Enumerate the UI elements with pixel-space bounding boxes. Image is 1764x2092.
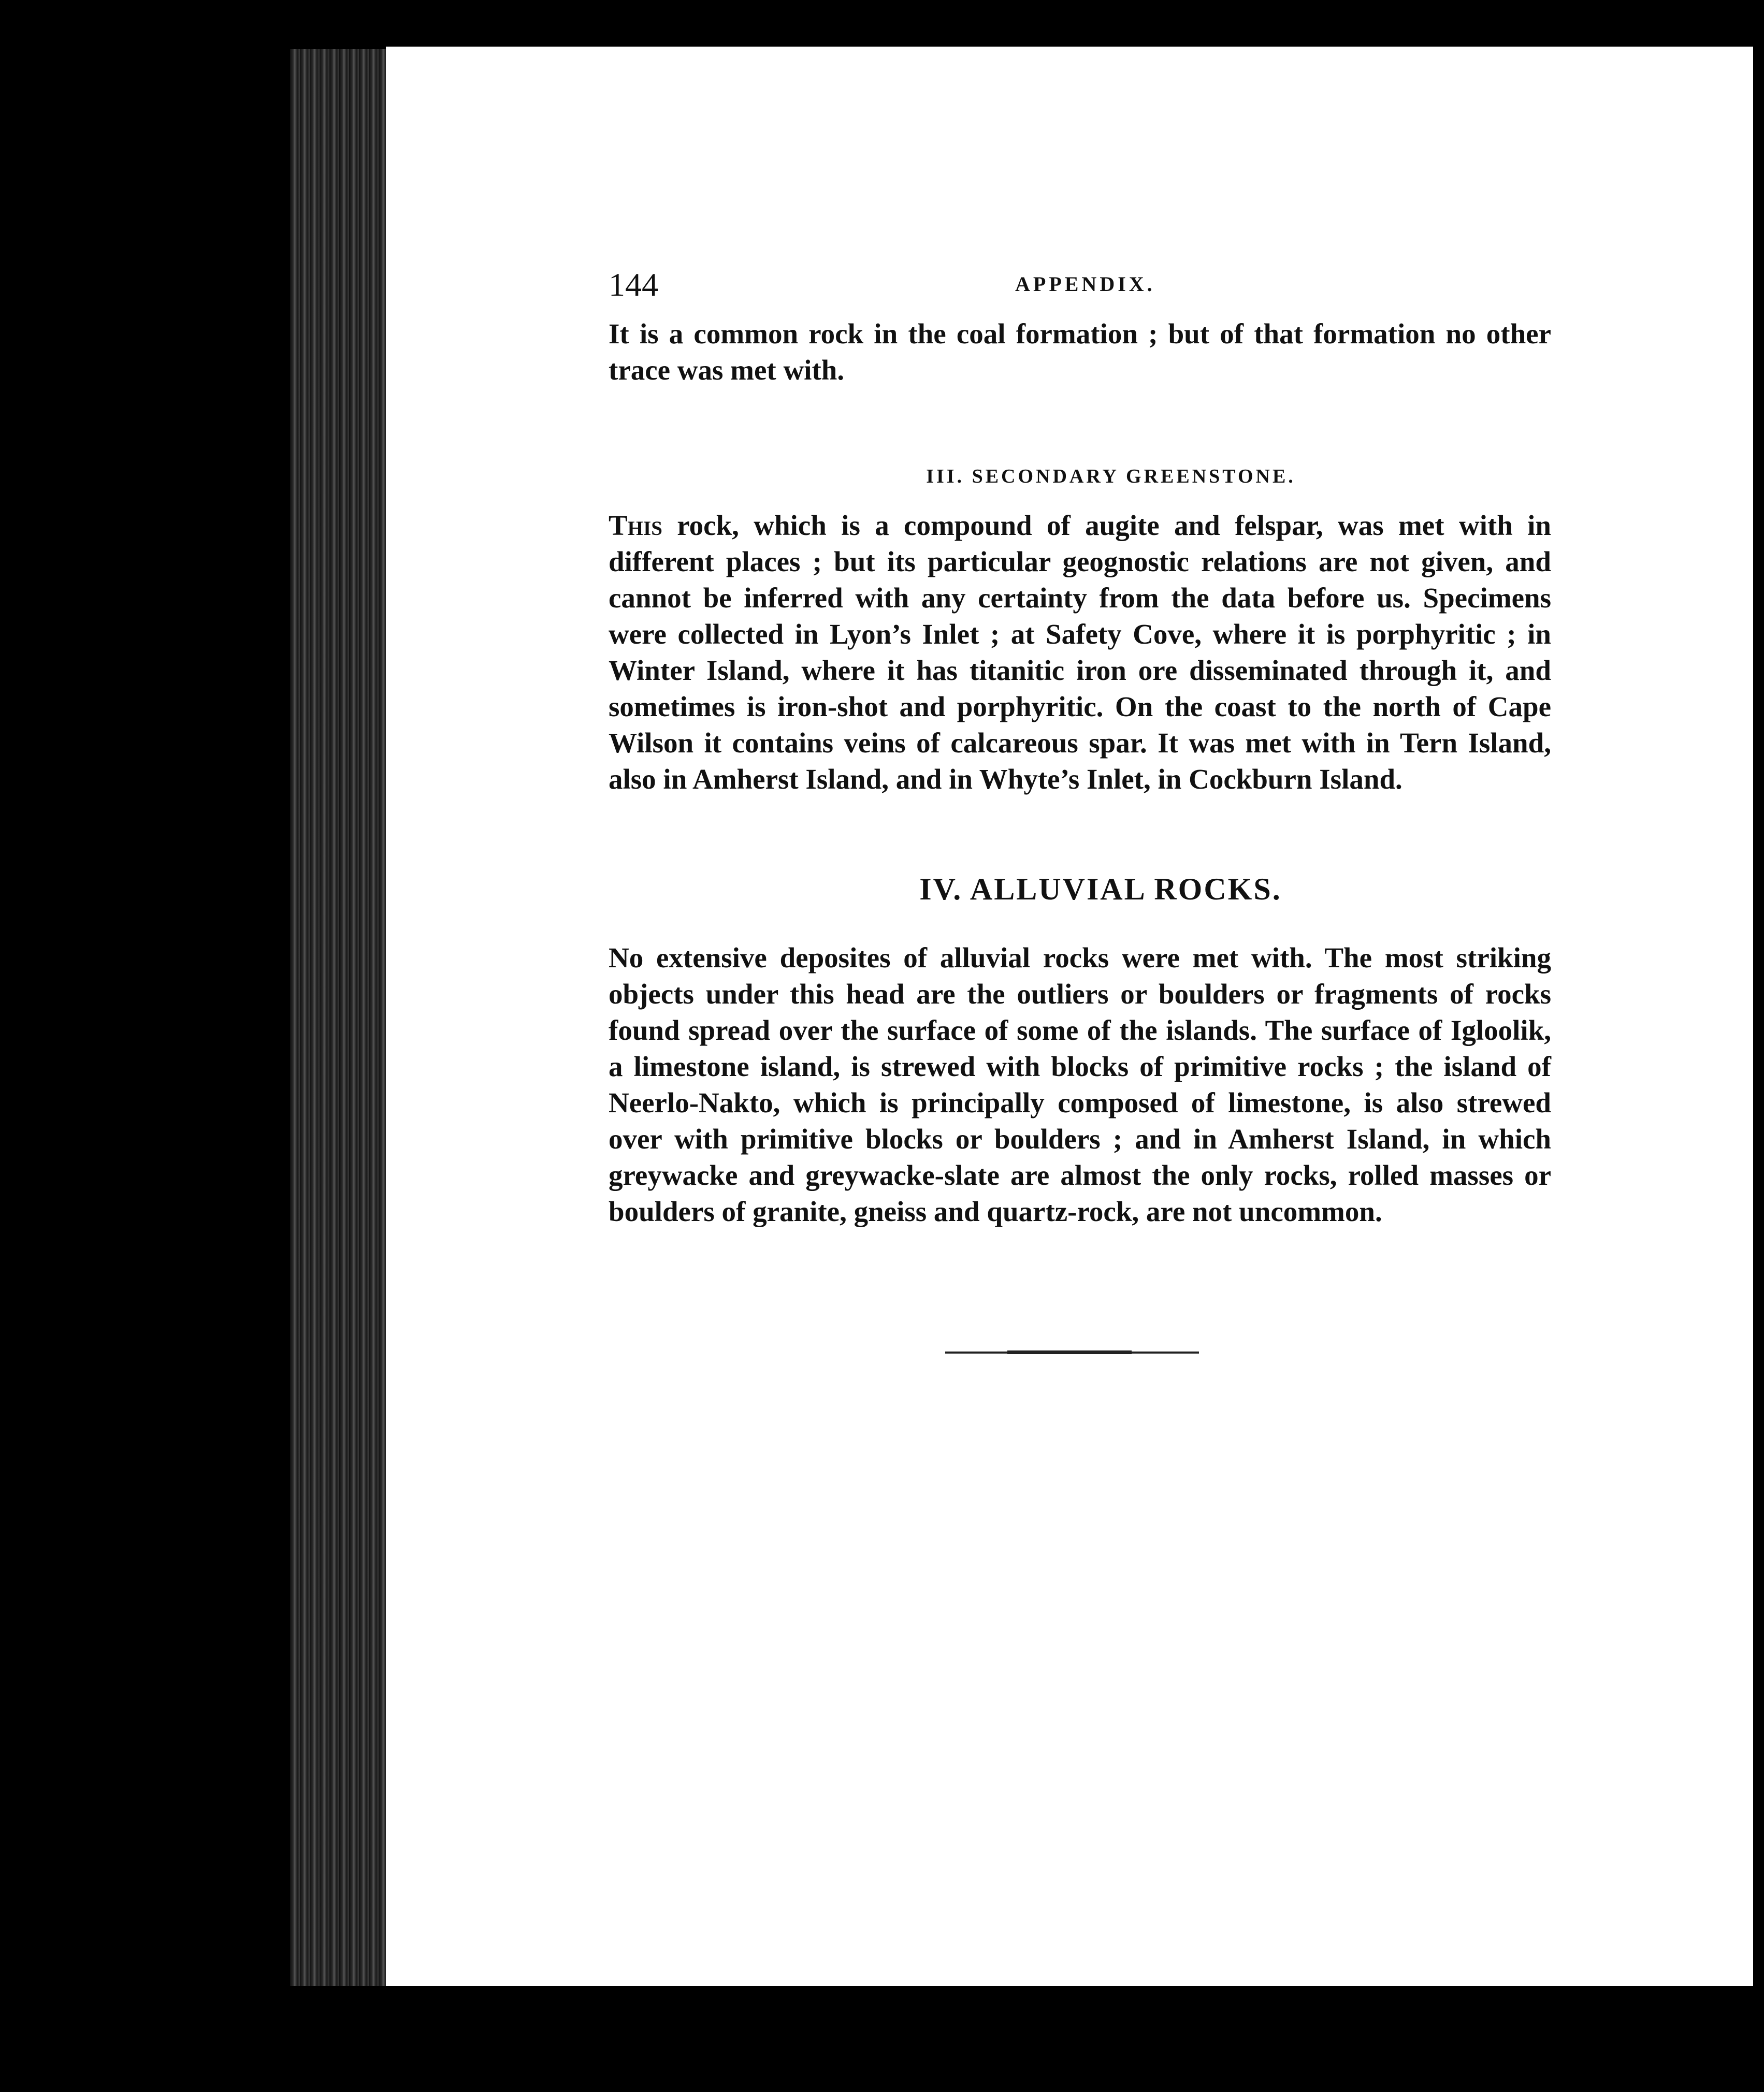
paragraph-body: rock, which is a compound of augite and felspar, was met with in different places ; but its particular geognostic relations are not given, and cannot be inferred with any certainty from the data before us. Specimens were collected in Lyon’s Inlet ; at Safety Cove, where it is porphyritic ; in Winter Island, where it has titanitic iron ore disseminated through it, and sometimes is iron-shot and porphyritic. On the coast to the north of Cape Wilson it contains veins of calcareous spar. It was met with in Tern Island, also in Amherst Island, and in Whyte’s Inlet, in Cockburn Island. bbox=[609, 510, 1551, 795]
paragraph-body: extensive deposites of alluvial rocks were met with. The most striking objects under this head are the outliers or boulders or fragments of rocks found spread over the surface of some of the islands. The surface of Igloolik, a limestone island, is strewed with blocks of primitive rocks ; the island of Neerlo-Nakto, which is principally composed of limestone, is also strewed over with primitive blocks or boulders ; and in Amherst Island, in which greywacke and greywacke-slate are almost the only rocks, rolled masses or boulders of granite, gneiss and quartz-rock, are not uncommon. bbox=[609, 942, 1551, 1227]
page-edge-shadow bbox=[290, 49, 388, 1986]
paragraph-lead-word: This bbox=[609, 510, 662, 541]
running-title: APPENDIX. bbox=[1015, 272, 1155, 296]
paragraph-lead-word: No bbox=[609, 942, 644, 974]
section-heading-secondary-greenstone: III. SECONDARY GREENSTONE. bbox=[926, 466, 1296, 487]
paragraph-coal-formation: It is a common rock in the coal formation ; but of that formation no other trace was met with. bbox=[609, 318, 1551, 386]
section-heading-alluvial-rocks: IV. ALLUVIAL ROCKS. bbox=[919, 872, 1282, 906]
paragraph-greenstone bbox=[609, 507, 1551, 797]
running-header bbox=[386, 266, 1753, 312]
page-number: 144 bbox=[609, 266, 658, 303]
paragraph-alluvial bbox=[609, 940, 1551, 1230]
section-end-rule-center bbox=[1007, 1350, 1132, 1354]
book-page bbox=[386, 47, 1753, 1986]
